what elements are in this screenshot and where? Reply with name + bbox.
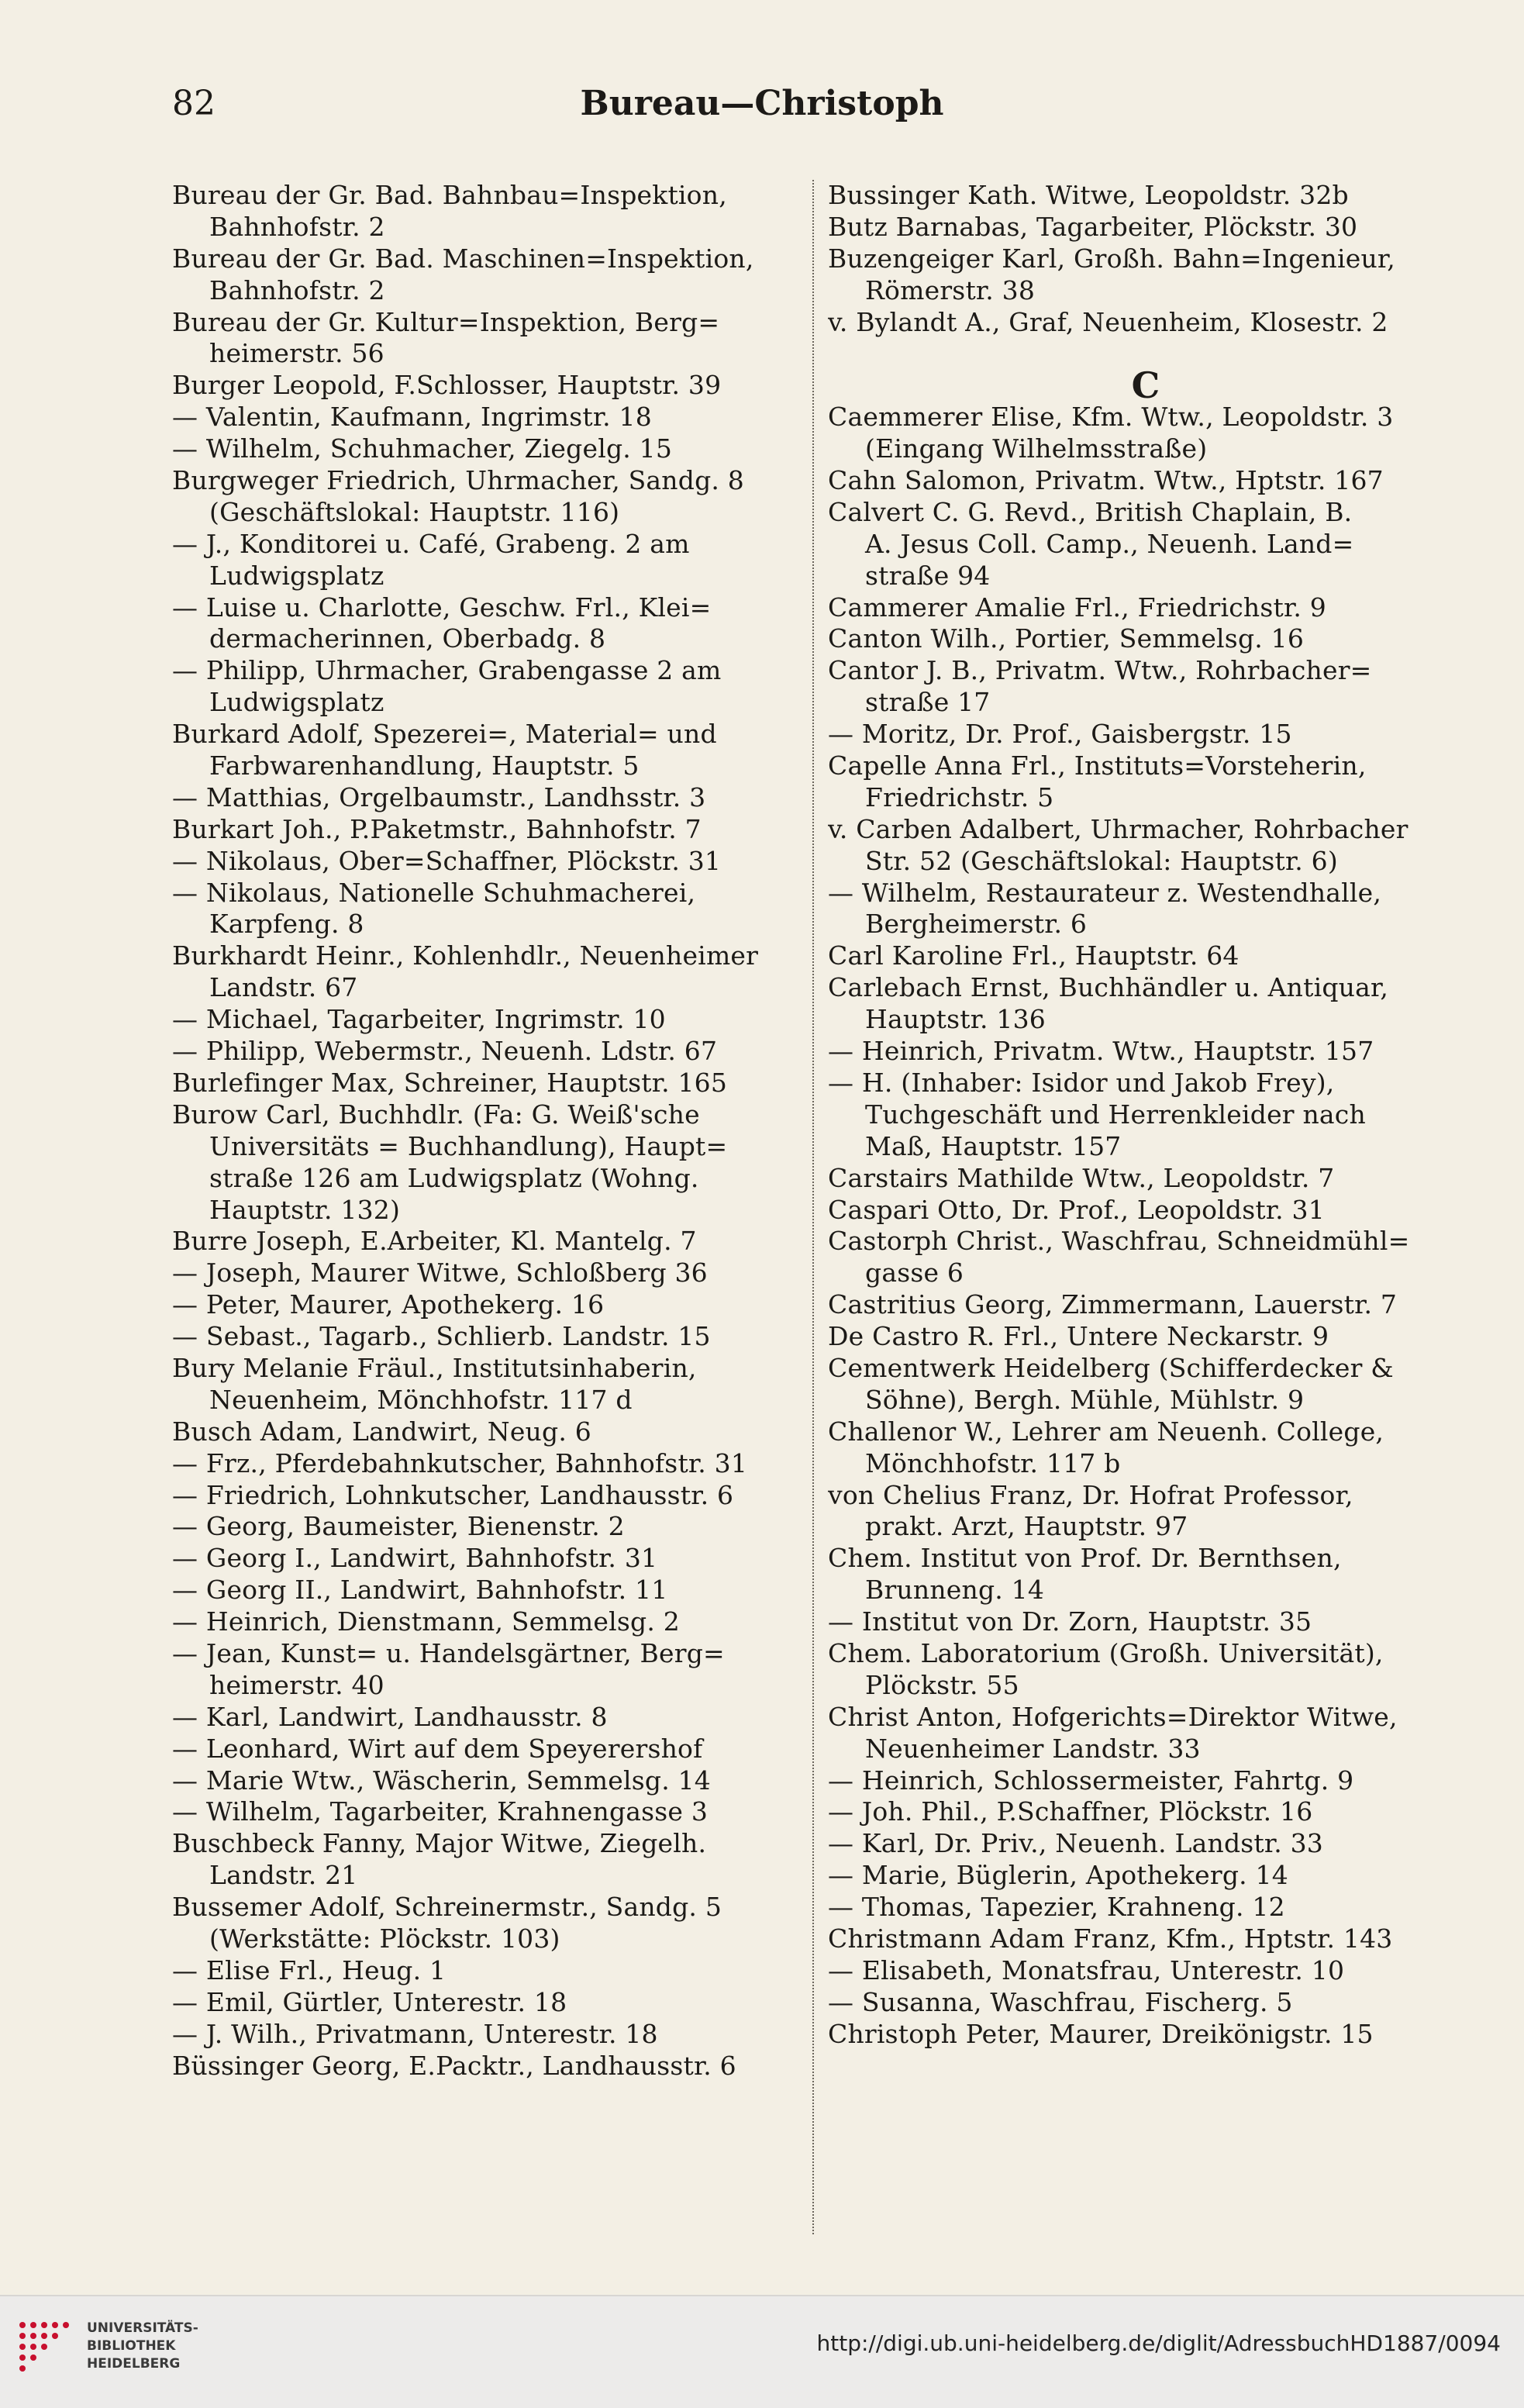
directory-entry-line: — Marie Wtw., Wäscherin, Semmelsg. 14 [172,1765,712,1796]
directory-entry-line: Burger Leopold, F.Schlosser, Hauptstr. 39 [172,370,722,401]
directory-entry-line: Cammerer Amalie Frl., Friedrichstr. 9 [828,592,1326,623]
directory-entry-line: straße 126 am Ludwigsplatz (Wohng. [209,1162,699,1193]
footer-bar [0,2295,1524,2408]
directory-entry-line: — Karl, Dr. Priv., Neuenh. Landstr. 33 [828,1828,1323,1859]
directory-entry-line: Burow Carl, Buchhdlr. (Fa: G. Weiß'sche [172,1099,700,1130]
directory-entry-line: — Susanna, Waschfrau, Fischerg. 5 [828,1986,1293,2017]
directory-entry-line: Burkard Adolf, Spezerei=, Material= und [172,719,717,750]
directory-entry-line: Neuenheim, Mönchhofstr. 117 d [209,1384,633,1415]
directory-entry-line: Str. 52 (Geschäftslokal: Hauptstr. 6) [865,845,1338,876]
directory-entry-line: — Georg, Baumeister, Bienenstr. 2 [172,1511,625,1542]
directory-entry-line: — Nikolaus, Nationelle Schuhmacherei, [172,877,696,908]
directory-entry-line: — Emil, Gürtler, Unterestr. 18 [172,1986,567,2017]
directory-entry-line: — Matthias, Orgelbaumstr., Landhsstr. 3 [172,781,706,812]
directory-entry-line: Brunneng. 14 [865,1575,1045,1606]
directory-entry-line: — Valentin, Kaufmann, Ingrimstr. 18 [172,402,652,433]
section-letter: C [1131,370,1160,402]
directory-entry-line: — Philipp, Webermstr., Neuenh. Ldstr. 67 [172,1036,718,1067]
directory-entry-line: — Heinrich, Privatm. Wtw., Hauptstr. 157 [828,1036,1374,1067]
directory-entry-line: Busch Adam, Landwirt, Neug. 6 [172,1416,591,1447]
directory-entry-line: — Michael, Tagarbeiter, Ingrimstr. 10 [172,1004,666,1035]
directory-entry-line: — Sebast., Tagarb., Schlierb. Landstr. 15 [172,1321,711,1352]
library-name-line: UNIVERSITÄTS- [87,2320,198,2336]
directory-entry-line: Caemmerer Elise, Kfm. Wtw., Leopoldstr. 3 [828,402,1394,433]
directory-entry-line: Chem. Institut von Prof. Dr. Bernthsen, [828,1543,1342,1574]
directory-entry-line: — Elisabeth, Monatsfrau, Unterestr. 10 [828,1954,1345,1985]
directory-entry-line: gasse 6 [865,1257,964,1289]
directory-entry-line: Cantor J. B., Privatm. Wtw., Rohrbacher= [828,655,1372,686]
directory-entry-line: Carstairs Mathilde Wtw., Leopoldstr. 7 [828,1162,1335,1193]
directory-entry-line: Farbwarenhandlung, Hauptstr. 5 [209,750,640,781]
directory-entry-line: — Heinrich, Schlossermeister, Fahrtg. 9 [828,1765,1354,1796]
directory-entry-line: — Joh. Phil., P.Schaffner, Plöckstr. 16 [828,1796,1313,1827]
directory-entry-line: (Werkstätte: Plöckstr. 103) [209,1923,560,1954]
directory-entry-line: Büssinger Georg, E.Packtr., Landhausstr. 6 [172,2050,736,2081]
directory-entry-line: straße 94 [865,560,991,591]
directory-entry-line: Friedrichstr. 5 [865,781,1054,812]
directory-entry-line: Neuenheimer Landstr. 33 [865,1733,1201,1764]
directory-entry-line: Bureau der Gr. Bad. Maschinen=Inspektion, [172,243,754,274]
directory-entry-line: — Jean, Kunst= u. Handelsgärtner, Berg= [172,1637,725,1668]
directory-entry-line: Tuchgeschäft und Herrenkleider nach [865,1099,1366,1130]
directory-entry-line: — Leonhard, Wirt auf dem Speyerershof [172,1733,703,1764]
directory-entry-line: Cahn Salomon, Privatm. Wtw., Hptstr. 167 [828,465,1384,496]
directory-entry-line: Karpfeng. 8 [209,909,364,940]
directory-entry-line: v. Bylandt A., Graf, Neuenheim, Klosestr. 2 [828,306,1388,337]
directory-entry-line: Burkhardt Heinr., Kohlenhdlr., Neuenheimer [172,940,759,971]
directory-entry-line: Chem. Laboratorium (Großh. Universität), [828,1637,1384,1668]
directory-entry-line: — Friedrich, Lohnkutscher, Landhausstr. 6 [172,1479,734,1510]
directory-entry-line: Bureau der Gr. Bad. Bahnbau=Inspektion, [172,180,727,210]
directory-entry-line: Buschbeck Fanny, Major Witwe, Ziegelh. [172,1828,707,1859]
library-name [87,2320,198,2373]
directory-entry-line: Castorph Christ., Waschfrau, Schneidmühl= [828,1226,1410,1257]
blank-line [828,338,1464,370]
source-url-link[interactable]: http://digi.ub.uni-heidelberg.de/diglit/AdressbuchHD1887/0094 [816,2330,1501,2356]
directory-entry-line: — Moritz, Dr. Prof., Gaisbergstr. 15 [828,719,1292,750]
directory-entry-line: Burkart Joh., P.Paketmstr., Bahnhofstr. 7 [172,813,702,844]
directory-entry-line: Hauptstr. 136 [865,1004,1046,1035]
directory-entry-line: Challenor W., Lehrer am Neuenh. College, [828,1416,1384,1447]
directory-entry-line: Ludwigsplatz [209,687,384,718]
directory-entry-line: — Wilhelm, Tagarbeiter, Krahnengasse 3 [172,1796,709,1827]
right-column [828,180,1464,2051]
directory-entry-line: — Georg II., Landwirt, Bahnhofstr. 11 [172,1575,668,1606]
directory-entry-line: Bussinger Kath. Witwe, Leopoldstr. 32b [828,180,1349,210]
directory-entry-line: Capelle Anna Frl., Instituts=Vorsteherin, [828,750,1367,781]
directory-entry-line: Bury Melanie Fräul., Institutsinhaberin, [172,1352,697,1383]
directory-entry-line: Christmann Adam Franz, Kfm., Hptstr. 143 [828,1923,1393,1954]
directory-entry-line: Hauptstr. 132) [209,1194,401,1225]
directory-entry-line: Christoph Peter, Maurer, Dreikönigstr. 15 [828,2018,1374,2049]
directory-entry-line: — Institut von Dr. Zorn, Hauptstr. 35 [828,1606,1312,1637]
page-header [0,84,1524,138]
directory-entry-line: Landstr. 21 [209,1860,358,1891]
directory-entry-line: De Castro R. Frl., Untere Neckarstr. 9 [828,1321,1329,1352]
directory-entry-line: — Georg I., Landwirt, Bahnhofstr. 31 [172,1543,658,1574]
column-divider [812,180,814,2234]
directory-entry-line: — Wilhelm, Restaurateur z. Westendhalle, [828,877,1382,908]
directory-entry-line: Bahnhofstr. 2 [209,274,385,305]
directory-entry-line: dermacherinnen, Oberbadg. 8 [209,623,606,654]
directory-entry-line: (Eingang Wilhelmsstraße) [865,433,1208,464]
directory-entry-line: (Geschäftslokal: Hauptstr. 116) [209,496,620,527]
directory-entry-line: Maß, Hauptstr. 157 [865,1130,1122,1161]
directory-entry-line: Landstr. 67 [209,972,358,1003]
directory-entry-line: Canton Wilh., Portier, Semmelsg. 16 [828,623,1305,654]
directory-entry-line: — Peter, Maurer, Apothekerg. 16 [172,1289,605,1320]
directory-entry-line: Bergheimerstr. 6 [865,909,1088,940]
directory-entry-line: — Thomas, Tapezier, Krahneng. 12 [828,1892,1285,1923]
directory-entry-line: straße 17 [865,687,991,718]
page-number: 82 [172,84,215,123]
directory-entry-line: — J. Wilh., Privatmann, Unterestr. 18 [172,2018,658,2049]
directory-entry-line: A. Jesus Coll. Camp., Neuenh. Land= [865,528,1354,559]
directory-entry-line: — Joseph, Maurer Witwe, Schloßberg 36 [172,1257,708,1289]
directory-entry-line: Caspari Otto, Dr. Prof., Leopoldstr. 31 [828,1194,1325,1225]
directory-entry-line: Bussemer Adolf, Schreinermstr., Sandg. 5 [172,1892,722,1923]
directory-entry-line: Ludwigsplatz [209,560,384,591]
directory-entry-line: — H. (Inhaber: Isidor und Jakob Frey), [828,1067,1335,1098]
directory-entry-line: — Elise Frl., Heug. 1 [172,1954,447,1985]
directory-entry-line: — Luise u. Charlotte, Geschw. Frl., Klei= [172,592,712,623]
directory-entry-line: — Wilhelm, Schuhmacher, Ziegelg. 15 [172,433,673,464]
running-head: Bureau—Christoph [580,84,944,123]
directory-entry-line: Carl Karoline Frl., Hauptstr. 64 [828,940,1240,971]
directory-entry-line: — Frz., Pferdebahnkutscher, Bahnhofstr. 31 [172,1447,748,1478]
directory-entry-line: Söhne), Bergh. Mühle, Mühlstr. 9 [865,1384,1305,1415]
directory-entry-line: Plöckstr. 55 [865,1669,1019,1700]
directory-entry-line: Burgweger Friedrich, Uhrmacher, Sandg. 8 [172,465,744,496]
directory-entry-line: — Marie, Büglerin, Apothekerg. 14 [828,1860,1288,1891]
directory-entry-line: — Karl, Landwirt, Landhausstr. 8 [172,1701,608,1732]
directory-entry-line: Calvert C. G. Revd., British Chaplain, B. [828,496,1353,527]
directory-entry-line: Carlebach Ernst, Buchhändler u. Antiquar, [828,972,1389,1003]
directory-entry-line: — Heinrich, Dienstmann, Semmelsg. 2 [172,1606,680,1637]
directory-entry-line: — Philipp, Uhrmacher, Grabengasse 2 am [172,655,722,686]
university-library-logo-icon [11,2313,78,2380]
directory-entry-line: Römerstr. 38 [865,274,1036,305]
directory-entry-line: prakt. Arzt, Hauptstr. 97 [865,1511,1188,1542]
directory-entry-line: Castritius Georg, Zimmermann, Lauerstr. 7 [828,1289,1398,1320]
directory-entry-line: — Nikolaus, Ober=Schaffner, Plöckstr. 31 [172,845,722,876]
library-name-line: BIBLIOTHEK [87,2338,176,2354]
library-name-line: HEIDELBERG [87,2356,181,2372]
directory-entry-line: Butz Barnabas, Tagarbeiter, Plöckstr. 30 [828,211,1358,242]
directory-entry-line: Bahnhofstr. 2 [209,211,385,242]
directory-entry-line: Universitäts = Buchhandlung), Haupt= [209,1130,728,1161]
left-column [172,180,808,2082]
directory-entry-line: Buzengeiger Karl, Großh. Bahn=Ingenieur, [828,243,1395,274]
directory-entry-line: v. Carben Adalbert, Uhrmacher, Rohrbacher [828,813,1408,844]
directory-entry-line: Christ Anton, Hofgerichts=Direktor Witwe, [828,1701,1398,1732]
directory-entry-line: — J., Konditorei u. Café, Grabeng. 2 am [172,528,690,559]
directory-entry-line: Burre Joseph, E.Arbeiter, Kl. Mantelg. 7 [172,1226,697,1257]
directory-entry-line: Burlefinger Max, Schreiner, Hauptstr. 165 [172,1067,728,1098]
directory-entry-line: Cementwerk Heidelberg (Schifferdecker & [828,1352,1394,1383]
directory-entry-line: Mönchhofstr. 117 b [865,1447,1121,1478]
directory-entry-line: heimerstr. 56 [209,338,384,369]
directory-entry-line: heimerstr. 40 [209,1669,384,1700]
directory-entry-line: Bureau der Gr. Kultur=Inspektion, Berg= [172,306,720,337]
directory-entry-line: von Chelius Franz, Dr. Hofrat Professor, [828,1479,1353,1510]
